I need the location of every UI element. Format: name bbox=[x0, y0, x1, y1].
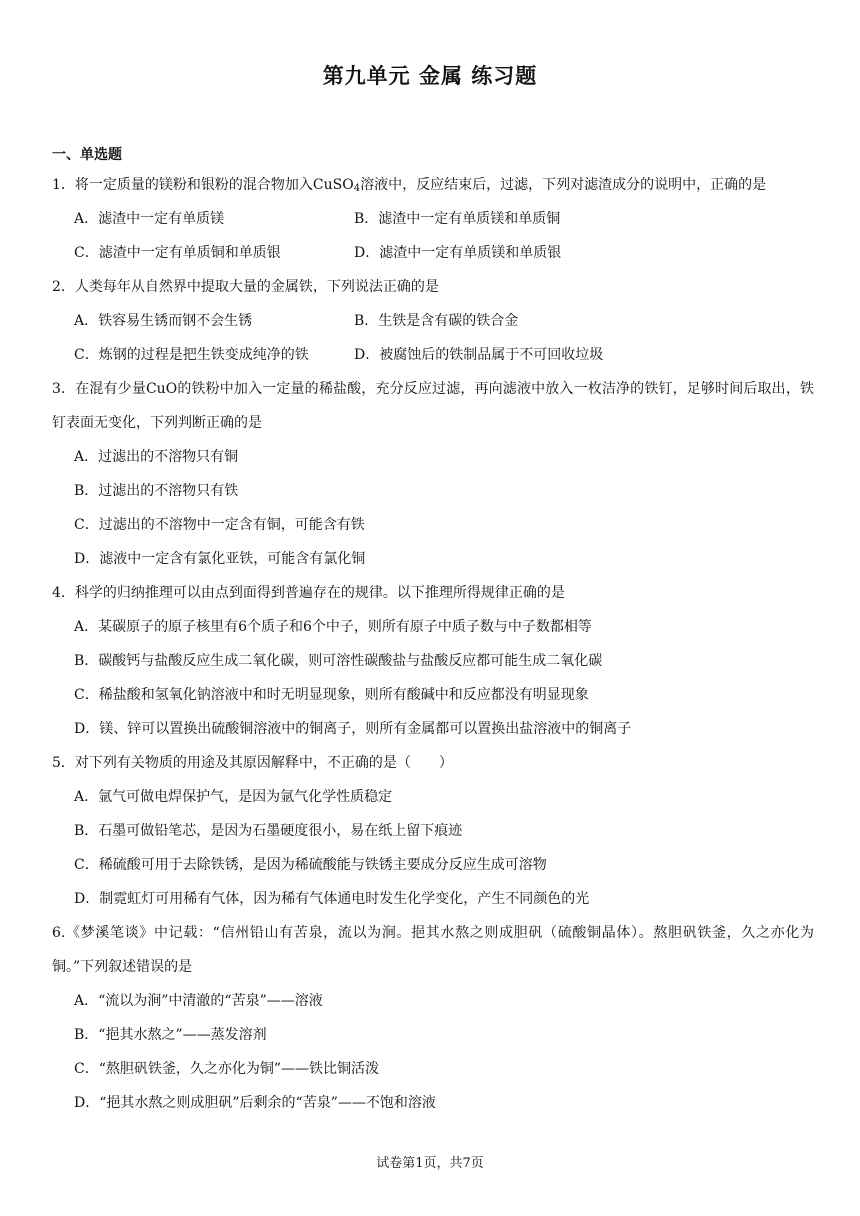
option-b: B．碳酸钙与盐酸反应生成二氧化碳，则可溶性碳酸盐与盐酸反应都可能生成二氧化碳 bbox=[74, 653, 603, 669]
page-footer: 试卷第1页，共7页 bbox=[376, 1156, 484, 1171]
question-3 bbox=[52, 372, 814, 576]
option-c: C．滤渣中一定有单质铜和单质银 bbox=[74, 245, 281, 261]
option-d: D．滤液中一定含有氯化亚铁，可能含有氯化铜 bbox=[74, 551, 366, 567]
section-heading: 一、单选题 bbox=[52, 147, 122, 163]
option-b: B．生铁是含有碳的铁合金 bbox=[354, 313, 519, 329]
option-c: C．炼钢的过程是把生铁变成纯净的铁 bbox=[74, 347, 309, 363]
option-b: B．“挹其水熬之”——蒸发溶剂 bbox=[74, 1027, 267, 1043]
question-stem: 5．对下列有关物质的用途及其原因解释中，不正确的是（ ） bbox=[52, 755, 453, 771]
option-d: D．制霓虹灯可用稀有气体，因为稀有气体通电时发生化学变化，产生不同颜色的光 bbox=[74, 891, 590, 907]
question-5 bbox=[52, 746, 814, 916]
option-b: B．滤渣中一定有单质镁和单质铜 bbox=[354, 211, 561, 227]
option-d: D．镁、锌可以置换出硫酸铜溶液中的铜离子，则所有金属都可以置换出盐溶液中的铜离子 bbox=[74, 721, 632, 737]
option-d: D．被腐蚀后的铁制品属于不可回收垃圾 bbox=[354, 347, 604, 363]
option-b: B．过滤出的不溶物只有铁 bbox=[74, 483, 239, 499]
option-list bbox=[52, 780, 814, 916]
question-4 bbox=[52, 576, 814, 746]
option-c: C．稀盐酸和氢氧化钠溶液中和时无明显现象，则所有酸碱中和反应都没有明显现象 bbox=[74, 687, 589, 703]
option-d: D．滤渣中一定有单质镁和单质银 bbox=[354, 245, 562, 261]
option-b: B．石墨可做铅笔芯，是因为石墨硬度很小，易在纸上留下痕迹 bbox=[74, 823, 463, 839]
option-list bbox=[52, 440, 814, 576]
option-c: C．稀硫酸可用于去除铁锈，是因为稀硫酸能与铁锈主要成分反应生成可溶物 bbox=[74, 857, 547, 873]
question-list bbox=[52, 168, 814, 1120]
question-1 bbox=[52, 168, 814, 270]
question-stem: 1．将一定质量的镁粉和银粉的混合物加入CuSO$_4$溶液中，反应结束后，过滤，下列对滤渣成分的说明中，正确的是 bbox=[52, 177, 767, 194]
option-a: A．氩气可做电焊保护气，是因为氩气化学性质稳定 bbox=[74, 789, 393, 805]
page-title: 第九单元 金属 练习题 bbox=[322, 64, 538, 88]
question-stem: 4．科学的归纳推理可以由点到面得到普遍存在的规律。以下推理所得规律正确的是 bbox=[52, 585, 565, 601]
question-stem: 6.《梦溪笔谈》中记载：“信州铅山有苦泉，流以为涧。挹其水熬之则成胆矾（硫酸铜晶体）。熬胆矾铁釜，久之亦化为铜。”下列叙述错误的是 bbox=[52, 925, 814, 975]
option-a: A．“流以为涧”中清澈的“苦泉”——溶液 bbox=[74, 993, 323, 1009]
option-grid bbox=[52, 202, 814, 270]
question-stem: 3．在混有少量CuO的铁粉中加入一定量的稀盐酸，充分反应过滤，再向滤液中放入一枚洁净的铁钉，足够时间后取出，铁钉表面无变化，下列判断正确的是 bbox=[52, 381, 814, 431]
option-d: D．“挹其水熬之则成胆矾”后剩余的“苦泉”——不饱和溶液 bbox=[74, 1095, 436, 1111]
question-2 bbox=[52, 270, 814, 372]
option-list bbox=[52, 984, 814, 1120]
option-a: A．某碳原子的原子核里有6个质子和6个中子，则所有原子中质子数与中子数都相等 bbox=[74, 619, 592, 635]
option-a: A．铁容易生锈而钢不会生锈 bbox=[74, 313, 253, 329]
option-a: A．过滤出的不溶物只有铜 bbox=[74, 449, 239, 465]
option-c: C．“熬胆矾铁釜，久之亦化为铜”——铁比铜活泼 bbox=[74, 1061, 380, 1077]
option-list bbox=[52, 610, 814, 746]
question-stem: 2．人类每年从自然界中提取大量的金属铁，下列说法正确的是 bbox=[52, 279, 439, 295]
option-a: A．滤渣中一定有单质镁 bbox=[74, 211, 225, 227]
option-c: C．过滤出的不溶物中一定含有铜，可能含有铁 bbox=[74, 517, 365, 533]
option-grid bbox=[52, 304, 814, 372]
question-6 bbox=[52, 916, 814, 1120]
